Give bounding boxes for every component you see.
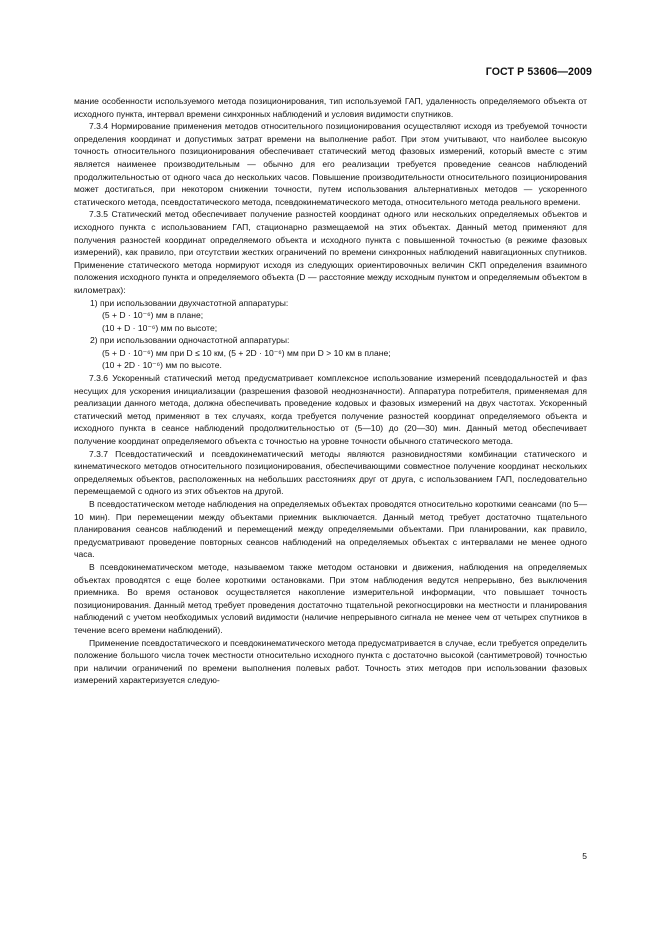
body-text xyxy=(74,95,587,687)
paragraph-pseudokinematic: В псевдокинематическом методе, называемом также методом остановки и движения, наблюдения на определяемых объектах проводятся с еще более короткими остановками. При этом наблюдения ведутся непрерывно, без выключения приемника. Во время остановок осуществляется накопление измерительной информации, что повышает точность позиционирования. Данный метод требует проведения достаточно тщательной рекогносцировки на местности и планирования наблюдений с учетом необходимых условий видимости (наличие непрерывного сигнала не менее чем от четырех спутников в течение всего времени наблюдений). xyxy=(74,561,587,635)
list-item-2: 2) при использовании одночастотной аппаратуры: xyxy=(90,335,290,346)
paragraph-7-3-5: 7.3.5 Статический метод обеспечивает получение разностей координат одного или нескольких определяемых объектов и исходного пункта с использованием ГАП, стационарно размещаемой на этих объектах. Данный метод применяют для получения разностей координат определяемого объекта и исходного пункта с повышенной точностью (в режиме фазовых измерений), как правило, при отсутствии жестких ограничений по времени синхронных наблюдений навигационных спутников. Применение статического метода нормируют исходя из следующих ориентировочных величин СКП определения взаимного положения исходного пункта и определяемого объекта (D — расстояние между исходным пунктом и определяемым объектом в километрах): xyxy=(74,209,587,295)
paragraph-application: Применение псевдостатического и псевдокинематического метода предусматривается в случае, если требуется определить положение большого числа точек местности относительно исходного пункта с достаточно высокой (сантиметровой) точностью при наличии ограничений по времени выполнения полевых работ. Точность этих методов при использовании фазовых измерений характеризуется следую- xyxy=(74,637,587,686)
formula-height-dual: (10 + D · 10⁻⁶) мм по высоте; xyxy=(102,322,218,333)
formula-plan-dual: (5 + D · 10⁻⁶) мм в плане; xyxy=(102,310,204,321)
page-number: 5 xyxy=(582,851,587,861)
paragraph-continuation: мание особенности используемого метода позиционирования, тип используемой ГАП, удаленность определяемого объекта от исходного пункта, интервал времени синхронных наблюдений и условия видимости спутников. xyxy=(74,96,587,119)
standard-header: ГОСТ Р 53606—2009 xyxy=(485,66,592,78)
formula-height-single: (10 + 2D · 10⁻⁶) мм по высоте. xyxy=(102,360,222,371)
list-item-1: 1) при использовании двухчастотной аппаратуры: xyxy=(90,297,289,308)
formula-plan-single: (5 + D · 10⁻⁶) мм при D ≤ 10 км, (5 + 2D · 10⁻⁶) мм при D > 10 км в плане; xyxy=(102,347,391,358)
paragraph-7-3-4: 7.3.4 Нормирование применения методов относительного позиционирования осуществляют исходя из требуемой точности определения координат и допустимых затрат времени на выполнение работ. При этом учитывают, что наиболее высокую точность относительного позиционирования обеспечивает статический метод фазовых измерений, который вместе с этим является наименее производительным — обычно для его реализации требуется проведение сеансов наблюдений продолжительностью от одного часа до нескольких часов. Повышение производительности относительного позиционирования может достигаться, при некотором снижении точности, путем использования альтернативных методов — ускоренного статического метода, псевдостатического метода, псевдокинематического метода, относительного метода реального времени. xyxy=(74,121,587,207)
paragraph-7-3-7: 7.3.7 Псевдостатический и псевдокинематический методы являются разновидностями комбинации статического и кинематического методов относительного позиционирования, обеспечивающими совместное получение координат нескольких определяемых объектов, расположенных на небольших расстояниях друг от друга, с использованием ГАП, последовательно перемещаемой с одного из этих объектов на другой. xyxy=(74,448,587,497)
paragraph-7-3-6: 7.3.6 Ускоренный статический метод предусматривает комплексное использование измерений псевдодальностей и фаз несущих для ускорения инициализации (разрешения фазовой неоднозначности). Аппаратура потребителя, применяемая для реализации данного метода, должна обеспечивать проведение кодовых и фазовых измерений на двух частотах. Ускоренный статический метод применяют в тех случаях, когда требуется получение разностей координат определяемого объекта и исходного пункта в сеансе наблюдений продолжительностью от (5—10) до (20—30) мин. Данный метод обеспечивает получение координат определяемого объекта с точностью на уровне точности обычного статического метода. xyxy=(74,373,587,447)
paragraph-pseudostatic: В псевдостатическом методе наблюдения на определяемых объектах проводятся относительно короткими сеансами (по 5—10 мин). При перемещении между объектами приемник выключается. Данный метод требует достаточно тщательного планирования сеансов наблюдений и перемещений между определяемыми объектами. При планировании, как правило, предусматривают проведение повторных сеансов наблюдений на определяемых объектах с интервалами не менее одного часа. xyxy=(74,499,587,560)
